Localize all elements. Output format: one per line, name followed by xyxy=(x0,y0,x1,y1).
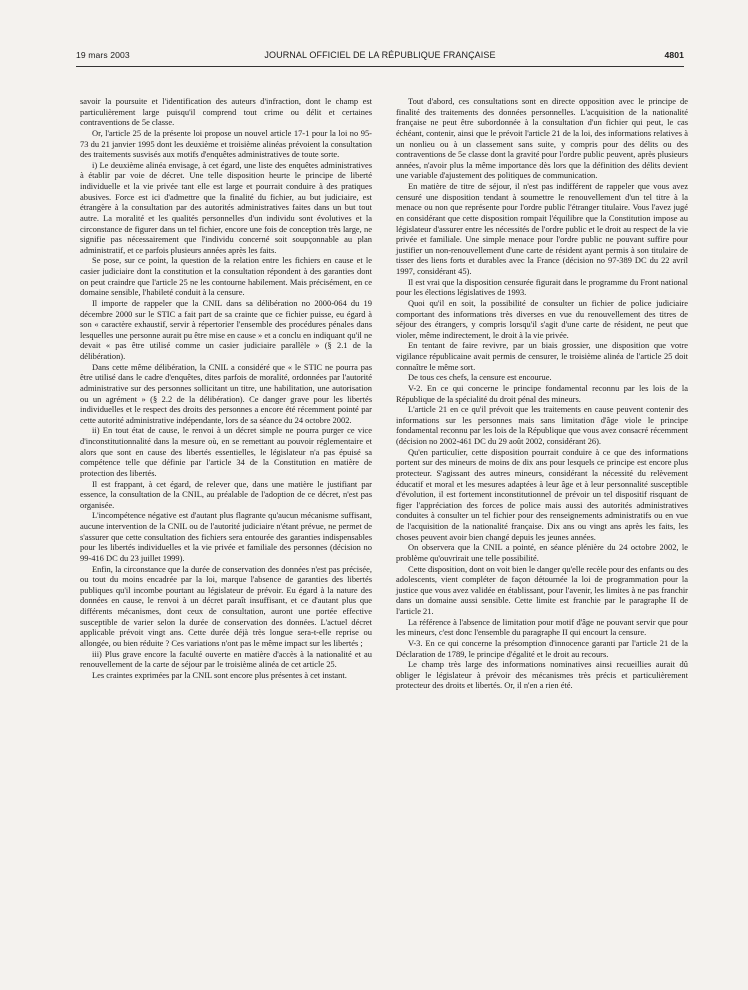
paragraph: iii) Plus grave encore la faculté ouverte en matière d'accès à la nationalité et au renouvellement de la carte de séjour par le troisième alinéa de cet article 25. xyxy=(80,648,372,670)
paragraph: ii) En tout état de cause, le renvoi à un décret simple ne pourra purger ce vice d'inconstitutionnalité dans la mesure où, en se remettant au pouvoir réglementaire et alors que sont en cause des libertés essentielles, le législateur n'a pas épuisé sa compétence telle que définie par l'article 34 de la Constitution en matière de protection des libertés. xyxy=(80,425,372,478)
paragraph: Il importe de rappeler que la CNIL dans sa délibération no 2000-064 du 19 décembre 2000 sur le STIC a fait part de sa crainte que ce fichier puisse, eu égard à son « caractère exhaustif, servir à répertorier l'ensemble des procédures pénales dans lesquelles une personne aurait pu être mise en cause » et a conclu en indiquant qu'il ne devait « pas être utilisé comme un casier judiciaire parallèle » (§ 2.1 de la délibération). xyxy=(80,297,372,361)
paragraph: Qu'en particulier, cette disposition pourrait conduire à ce que des informations portent sur des mineurs de moins de dix ans pour lesquels ce principe est encore plus protecteur. S'agissant des autres mineurs, considérant la nécessité du relèvement éducatif et moral et les mesures adaptées à leur âge et à leur personnalité susceptible d'évolution, il est fortement inconstitutionnel de prévoir un tel dispositif risquant de figer l'appréciation des forces de police mais aussi des autorités administratives conduites à consulter un tel fichier pour des renseignements administratifs ou en vue de l'acquisition de la nationalité française. Dix ans ou vingt ans après les faits, les choses peuvent avoir bien changé depuis les jeunes années. xyxy=(396,446,688,542)
section-heading: V-3. En ce qui concerne la présomption d'innocence garanti par l'article 21 de la Déclaration de 1789, le principe d'égalité et le droit au recours. xyxy=(396,637,688,659)
journal-title: JOURNAL OFFICIEL DE LA RÉPUBLIQUE FRANÇAISE xyxy=(264,50,496,60)
paragraph: En tentant de faire revivre, par un biais grossier, une disposition que votre vigilance républicaine avait permis de censurer, le troisième alinéa de l'article 25 doit connaître le même sort. xyxy=(396,340,688,372)
paragraph: Il est frappant, à cet égard, de relever que, dans une matière le justifiant par essence, la consultation de la CNIL, au préalable de l'adoption de ce décret, n'est pas organisée. xyxy=(80,478,372,510)
left-column xyxy=(80,96,372,680)
paragraph: De tous ces chefs, la censure est encourue. xyxy=(408,372,552,383)
paragraph: Quoi qu'il en soit, la possibilité de consulter un fichier de police judiciaire comportant des informations très diverses en vue du renouvellement des titres de séjour des étrangers, y compris lorsqu'il s'agit d'une carte de résident, ne peut que violer, même indirectement, le droit à la vie privée. xyxy=(396,297,688,340)
issue-date: 19 mars 2003 xyxy=(76,50,130,60)
right-column xyxy=(396,96,688,691)
paragraph: Le champ très large des informations nominatives ainsi recueillies aurait dû obliger le législateur à prévoir des mécanismes très précis et particulièrement protecteur des droits et libertés. Or, il n'en a rien été. xyxy=(396,659,688,691)
paragraph: L'incompétence négative est d'autant plus flagrante qu'aucun mécanisme suffisant, aucune intervention de la CNIL ou de l'autorité judiciaire n'étant prévue, ne permet de s'assurer que cette consultation des fichiers sera entourée des garanties indispensables pour les libertés individuelles et la vie privée et familiale des personnes (décision no 99-416 DC du 23 juillet 1999). xyxy=(80,510,372,563)
paragraph: Dans cette même délibération, la CNIL a considéré que « le STIC ne pourra pas être utilisé dans le cadre d'enquêtes, dites parfois de moralité, ordonnées par l'autorité administrative sur des personnes sollicitant un titre, une habilitation, une autorisation ou un agrément » (§ 2.2 de la délibération). Ce danger grave pour les libertés individuelles et le respect des droits des personnes a encore été récemment pointé par cette autorité administrative indépendante, lors de sa séance du 24 octobre 2002. xyxy=(80,361,372,425)
header-rule xyxy=(76,66,684,67)
paragraph: savoir la poursuite et l'identification des auteurs d'infraction, dont le champ est particulièrement large puisqu'il comprend tout crime ou délit et certaines contraventions de 5e classe. xyxy=(80,96,372,128)
paragraph: En matière de titre de séjour, il n'est pas indifférent de rappeler que vous avez censuré une disposition tendant à soumettre le renouvellement d'un tel titre à la menace ou non que représente pour l'ordre public l'étranger titulaire. Vous l'avez jugé en considérant que cette disposition rompait l'équilibre que la Constitution impose au législateur d'assurer entre les nécessités de l'ordre public et le droit au respect de la vie privée et familiale. Une simple menace pour l'ordre public ne pouvant suffire pour justifier un non-renouvellement d'une carte de résident ayant permis à son titulaire de tisser des liens forts et durables avec la France (décision no 97-389 DC du 22 avril 1997, considérant 45). xyxy=(396,181,688,276)
page-number: 4801 xyxy=(664,50,684,60)
paragraph: Tout d'abord, ces consultations sont en directe opposition avec le principe de finalité des traitements des données personnelles. L'acquisition de la nationalité française ne peut être subordonnée à la consultation d'un fichier qui peut, le cas échéant, contenir, ainsi que le prévoit l'article 21 de la loi, des informations relatives à un nonlieu ou à un classement sans suite, y compris pour des délits ou des contraventions de 5e classe dont la gravité pour l'ordre public peuvent, après plusieurs années, n'avoir plus la même importance dès lors que la définition des délits devient une variable d'ajustement des politiques de communication. xyxy=(396,96,688,181)
paragraph: Enfin, la circonstance que la durée de conservation des données n'est pas précisée, ou tout du moins encadrée par la loi, marque l'absence de garanties des libertés publiques qu'il incombe pourtant au législateur de prévoir. Eu égard à la nature des données en cause, le renvoi à un décret paraît insuffisant, et ce d'autant plus que différents mécanismes, dont ceux de consultation, auront une portée effective susceptible de varier selon la durée de conservation des données. L'actuel décret applicable prévoit vingt ans. Cette durée déjà très longue sera-t-elle reprise ou allongée, ou bien réduite ? Ces variations n'ont pas le même impact sur les libertés ; xyxy=(80,563,372,648)
paragraph: L'article 21 en ce qu'il prévoit que les traitements en cause peuvent contenir des informations sur les personnes mais sans limitation d'âge viole le principe fondamental reconnu par les lois de la République que vous avez consacré récemment (décision no 2002-461 DC du 29 août 2002, considérant 26). xyxy=(396,404,688,446)
paragraph: Il est vrai que la disposition censurée figurait dans le programme du Front national pour les élections législatives de 1993. xyxy=(396,276,688,298)
section-heading: V-2. En ce qui concerne le principe fondamental reconnu par les lois de la République de la spécialité du droit pénal des mineurs. xyxy=(396,382,688,404)
paragraph: Cette disposition, dont on voit bien le danger qu'elle recèle pour des enfants ou des adolescents, vient compléter de façon détournée la loi de programmation pour la justice que vous avez validée en établissant, pour l'avenir, les limites à ne pas franchir dans un domaine aussi sensible. Cette limite est franchie par le paragraphe II de l'article 21. xyxy=(396,563,688,616)
paragraph: Or, l'article 25 de la présente loi propose un nouvel article 17-1 pour la loi no 95-73 du 21 janvier 1995 dont les deuxième et troisième alinéas prévoient la consultation des traitements susvisés aux motifs d'enquêtes administratives de toute sorte. xyxy=(80,127,372,160)
paragraph: On observera que la CNIL a pointé, en séance plénière du 24 octobre 2002, le problème qu'ouvrirait une telle possibilité. xyxy=(396,542,688,563)
paragraph: Les craintes exprimées par la CNIL sont encore plus présentes à cet instant. xyxy=(92,669,347,680)
page-header xyxy=(76,50,684,64)
paragraph: Se pose, sur ce point, la question de la relation entre les fichiers en cause et le casier judiciaire dont la constitution et la consultation répondent à des garanties dont on peut craindre que l'article 25 ne les contourne habilement. Mais précisément, en ce domaine sensible, l'habileté conduit à la censure. xyxy=(80,255,372,298)
paragraph: i) Le deuxième alinéa envisage, à cet égard, une liste des enquêtes administratives à établir par voie de décret. Une telle disposition heurte le principe de liberté individuelle et la vie privée tant elle est large et pourrait conduire à des pratiques abusives. Force est ici d'admettre que la finalité du fichier, au but judiciaire, est étrangère à la consultation par des autorités administratives faites dans un but tout autre. La moralité et les qualités personnelles d'un individu sont évolutives et la circonstance de figurer dans un tel fichier, encore une fois de conception très large, ne signifie pas nécessairement que l'individu concerné soit soupçonnable au plan administratif, et ce parfois plusieurs années après les faits. xyxy=(80,159,372,255)
paragraph: La référence à l'absence de limitation pour motif d'âge ne pouvant servir que pour les mineurs, c'est donc l'ensemble du paragraphe II qui encourt la censure. xyxy=(396,616,688,638)
